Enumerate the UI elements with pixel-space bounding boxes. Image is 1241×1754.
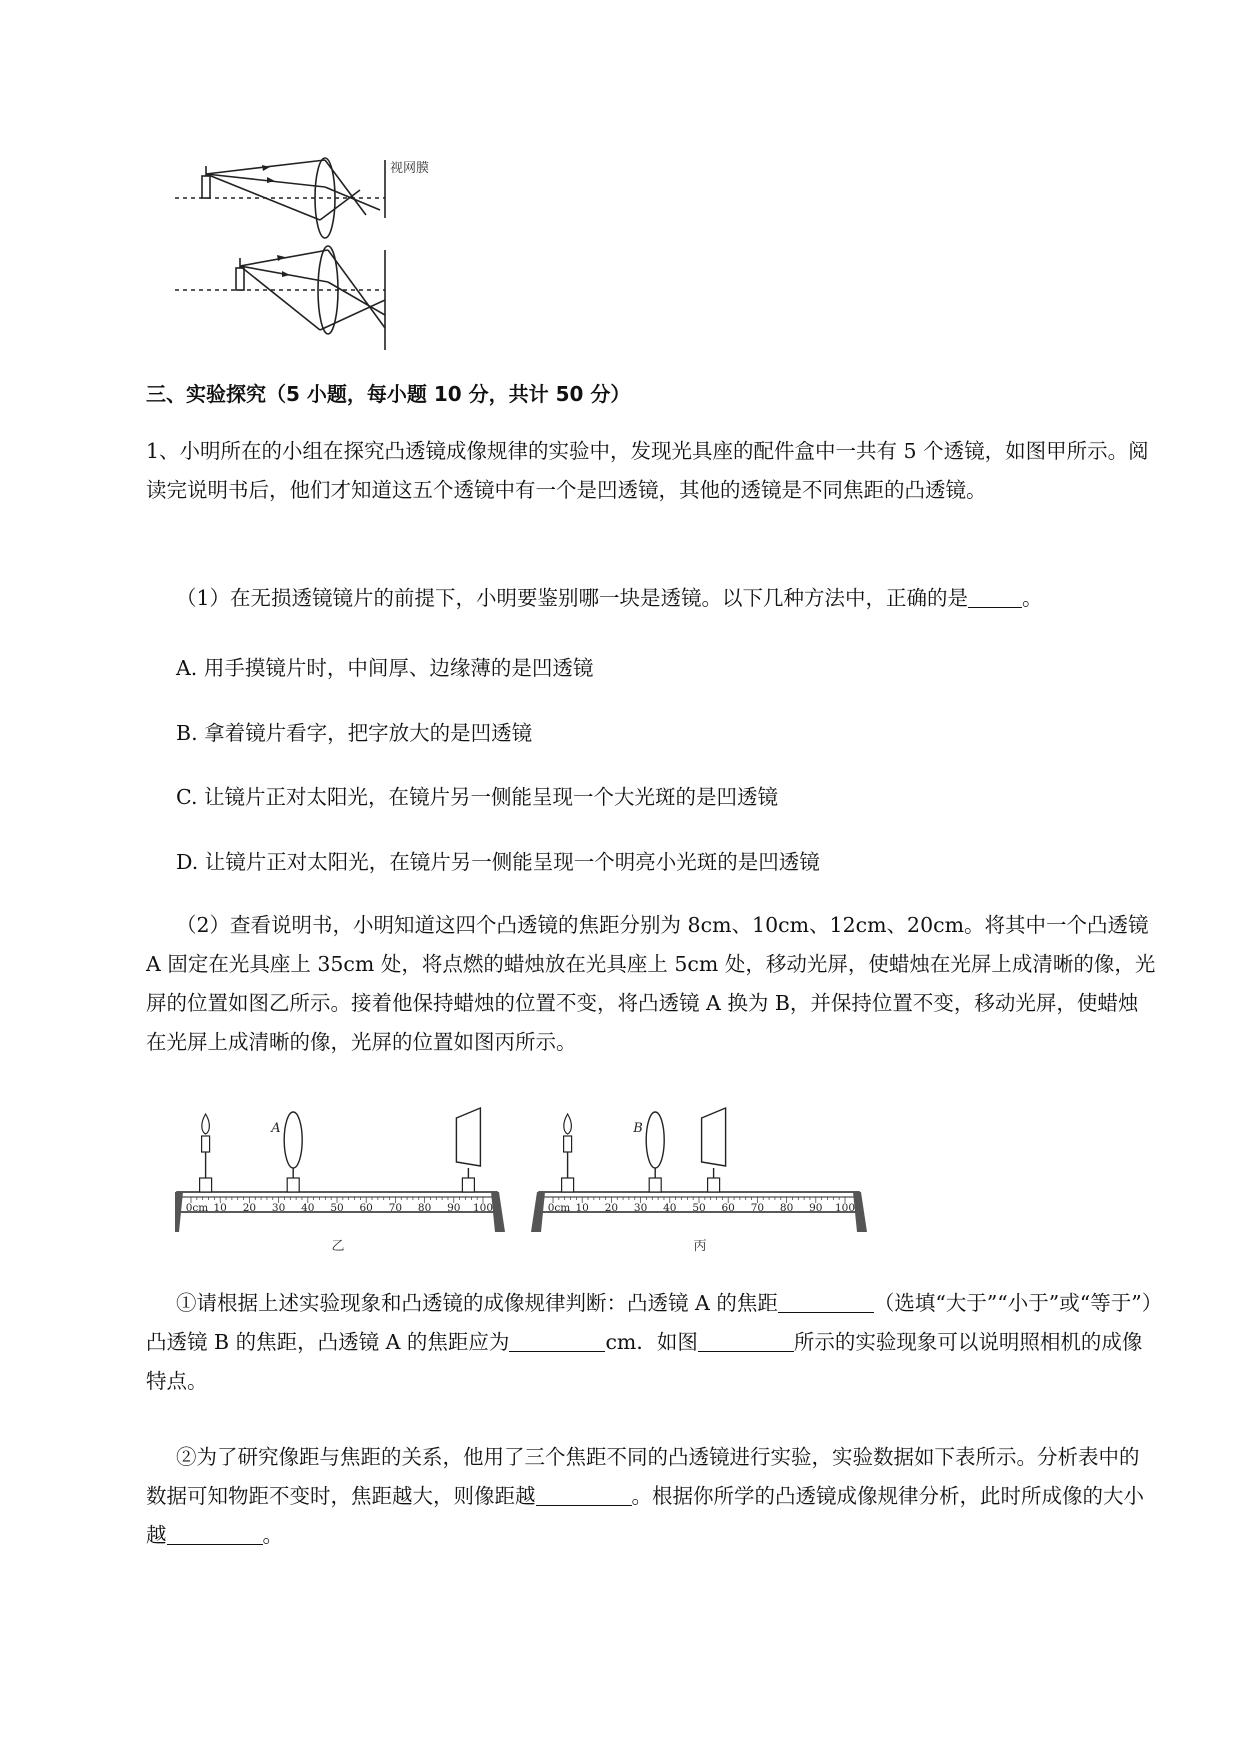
sub1-text-3: cm．如图 (605, 1330, 698, 1354)
tick-label: 60 (721, 1202, 735, 1214)
tick-label: 0cm (547, 1202, 571, 1214)
light-screen (456, 1108, 480, 1166)
tick-label: 100 (472, 1202, 494, 1214)
tick-label: 90 (809, 1202, 823, 1214)
candle (564, 1136, 572, 1152)
tick-label: 40 (663, 1202, 677, 1214)
tick-label: 40 (301, 1202, 315, 1214)
option-d: D. 让镜片正对太阳光，在镜片另一侧能呈现一个明亮小光斑的是凹透镜 (176, 850, 820, 874)
tick-label: 20 (242, 1202, 257, 1214)
tick-label: 60 (359, 1202, 373, 1214)
blank-focal-compare[interactable] (778, 1289, 874, 1313)
tick-label: 90 (447, 1202, 461, 1214)
retina-label: 视网膜 (390, 161, 430, 176)
sub1-text (146, 1284, 1156, 1401)
sub1-text-1: ①请根据上述实验现象和凸透镜的成像规律判断：凸透镜 A 的焦距 (176, 1291, 778, 1315)
tick-label: 10 (575, 1202, 589, 1214)
part1-prompt-end: 。 (1022, 586, 1043, 610)
tick-label: 80 (779, 1202, 794, 1214)
figure-caption: 丙 (693, 1239, 707, 1254)
lens-label: B (633, 1121, 643, 1136)
tick-label: 80 (417, 1202, 432, 1214)
sub2-text-2: 。根据你所学的凸透镜成像规律分析，此时所成像的大小越 (146, 1484, 1144, 1547)
tick-label: 50 (692, 1202, 706, 1214)
answer-blank[interactable] (968, 584, 1022, 608)
candle-flame (202, 1114, 210, 1134)
blank-figure-choice[interactable] (698, 1328, 794, 1352)
optical-bench-left (175, 1108, 505, 1254)
tick-label: 0cm (185, 1202, 209, 1214)
section-heading: 三、实验探究（5 小题，每小题 10 分，共计 50 分） (146, 382, 631, 406)
part1-prompt-text: （1）在无损透镜镜片的前提下，小明要鉴别哪一块是透镜。以下几种方法中，正确的是 (176, 586, 969, 610)
convex-lens (646, 1112, 664, 1168)
sub1-text-2: （选填“大于”“小于”或“等于”）凸透镜 B 的焦距，凸透镜 A 的焦距应为 (146, 1291, 1152, 1354)
sub2-text-1: ②为了研究像距与焦距的关系，他用了三个焦距不同的凸透镜进行实验，实验数据如下表所示。分析表中的数据可知物距不变时，焦距越大，则像距越 (146, 1445, 1140, 1508)
option-a: A. 用手摸镜片时，中间厚、边缘薄的是凹透镜 (176, 656, 594, 680)
convex-lens (284, 1112, 302, 1168)
tick-label: 50 (330, 1202, 344, 1214)
blank-image-distance[interactable] (536, 1482, 632, 1506)
option-c: C. 让镜片正对太阳光，在镜片另一侧能呈现一个大光斑的是凹透镜 (176, 785, 778, 809)
candle-flame (564, 1114, 572, 1134)
part1-prompt (176, 579, 1156, 618)
eye-ray-diagram (170, 150, 450, 365)
tick-label: 100 (834, 1202, 856, 1214)
optical-bench-figure (175, 1090, 945, 1255)
tick-label: 30 (633, 1202, 648, 1214)
part2-text: （2）查看说明书，小明知道这四个凸透镜的焦距分别为 8cm、10cm、12cm、20cm。将其中一个凸透镜 A 固定在光具座上 35cm 处，将点燃的蜡烛放在光具座上 5cm 处，移动光屏，使蜡烛在光屏上成清晰的像，光屏的位置如图乙所示。接着他保持蜡烛的位置不变，将凸透镜 A 换为 B，并保持位置不变，移动光屏，使蜡烛在光屏上成清晰的像，光屏的位置如图丙所示。 (146, 913, 1156, 1054)
tick-label: 30 (271, 1202, 286, 1214)
lens-label: A (271, 1121, 281, 1136)
figure-caption: 乙 (331, 1239, 345, 1254)
blank-focal-length[interactable] (509, 1328, 605, 1352)
tick-label: 20 (604, 1202, 619, 1214)
tick-label: 70 (388, 1202, 403, 1214)
option-b: B. 拿着镜片看字，把字放大的是凹透镜 (176, 721, 533, 745)
tick-label: 70 (750, 1202, 765, 1214)
blank-image-size[interactable] (167, 1521, 263, 1545)
optical-bench-right (531, 1108, 867, 1254)
question-intro: 1、小明所在的小组在探究凸透镜成像规律的实验中，发现光具座的配件盒中一共有 5 个透镜，如图甲所示。阅读完说明书后，他们才知道这五个透镜中有一个是凹透镜，其他的透镜是不同焦距的凸透镜。 (146, 439, 1149, 502)
light-screen (702, 1108, 726, 1166)
candle (202, 1136, 210, 1152)
sub2-text-3: 。 (262, 1523, 283, 1547)
sub2-text (146, 1438, 1156, 1555)
sub1-text-4: 所示的实验现象可以说明照相机的成像特点。 (146, 1330, 1143, 1393)
tick-label: 10 (213, 1202, 227, 1214)
